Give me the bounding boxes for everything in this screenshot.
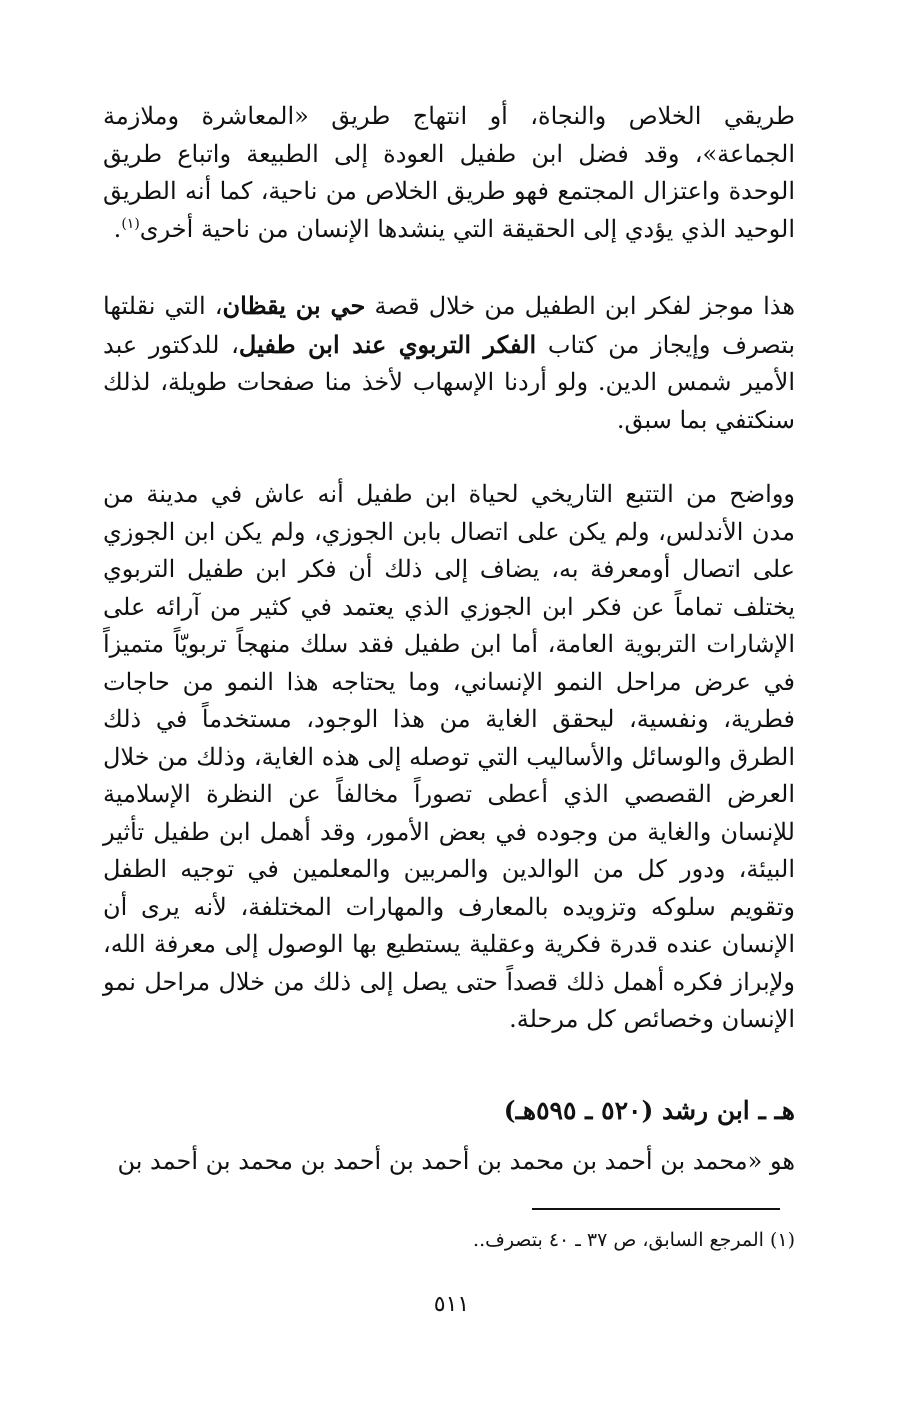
footnote: (١) المرجع السابق، ص ٣٧ ـ ٤٠ بتصرف.. [473, 1229, 795, 1251]
paragraph-text: وواضح من التتبع التاريخي لحياة ابن طفيل أنه عاش في مدينة من مدن الأندلس، ولم يكن على اتصال بابن الجوزي، ولم يكن ابن الجوزي على اتصال أومعرفة به، يضاف إلى ذلك أن فكر ابن طفيل التربوي يختلف تماماً عن فكر ابن الجوزي الذي يعتمد في كثير من آرائه على الإشارات التربوية العامة، أما ابن طفيل فقد سلك منهجاً تربويّاً متميزاً في عرض مراحل النمو الإنساني، وما يحتاجه هذا النمو من حاجات فطرية، ونفسية، ليحقق الغاية من هذا الوجود، مستخدماً في ذلك الطرق والوسائل والأساليب التي توصله إلى هذه الغاية، وذلك من خلال العرض القصصي الذي أعطى تصوراً مخالفاً عن النظرة الإسلامية للإنسان والغاية من وجوده في بعض الأمور، وقد أهمل ابن طفيل تأثير البيئة، ودور كل من الوالدين والمربين والمعلمين في توجيه الطفل وتقويم سلوكه وتزويده بالمعارف والمهارات المختلفة، لأنه يرى أن الإنسان عنده قدرة فكرية وعقلية يستطيع بها الوصول إلى معرفة الله، ولإبراز فكره أهمل ذلك قصداً حتى يصل إلى ذلك من خلال مراحل نمو الإنسان وخصائص كل مرحلة. [103, 480, 795, 1033]
paragraph-text-part: ، التي نقلتها بتصرف وإيجاز من كتاب [103, 292, 795, 359]
paragraph-summary [103, 287, 795, 439]
paragraph-text: طريقي الخلاص والنجاة، أو انتهاج طريق «المعاشرة وملازمة الجماعة»، وقد فضل ابن طفيل العودة إلى الطبيعة واتباع طريق الوحدة واعتزال المجتمع فهو طريق الخلاص من ناحية، كما أنه الطريق الوحيد الذي يؤدي إلى الحقيقة التي ينشدها الإنسان من ناحية أخرى [103, 102, 795, 243]
paragraph-text: هو «محمد بن أحمد بن محمد بن أحمد بن أحمد بن محمد بن أحمد بن [117, 1147, 795, 1175]
page-number: ٥١١ [433, 1292, 470, 1317]
paragraph-text-part: ، للدكتور عبد الأمير شمس الدين. ولو أردنا الإسهاب لأخذ منا صفحات طويلة، لذلك سنكتفي بما سبق. [103, 330, 795, 434]
paragraph-comparison [103, 476, 795, 1039]
paragraph-text-part: هذا موجز لفكر ابن الطفيل من خلال قصة [365, 292, 795, 320]
section-heading-ibn-rushd: هـ ـ ابن رشد (٥٢٠ ـ ٥٩٥هـ) [503, 1096, 795, 1125]
footnote-marker[interactable]: (١) [121, 215, 140, 232]
footnote-divider [532, 1208, 780, 1210]
book-title-tarbawi: الفكر التربوي عند ابن طفيل [238, 329, 537, 359]
paragraph-salvation-paths [103, 98, 795, 248]
paragraph-ibn-rushd-intro [103, 1143, 795, 1181]
book-title-hayy: حي بن يقظان [222, 291, 366, 320]
paragraph-end: . [113, 214, 122, 243]
